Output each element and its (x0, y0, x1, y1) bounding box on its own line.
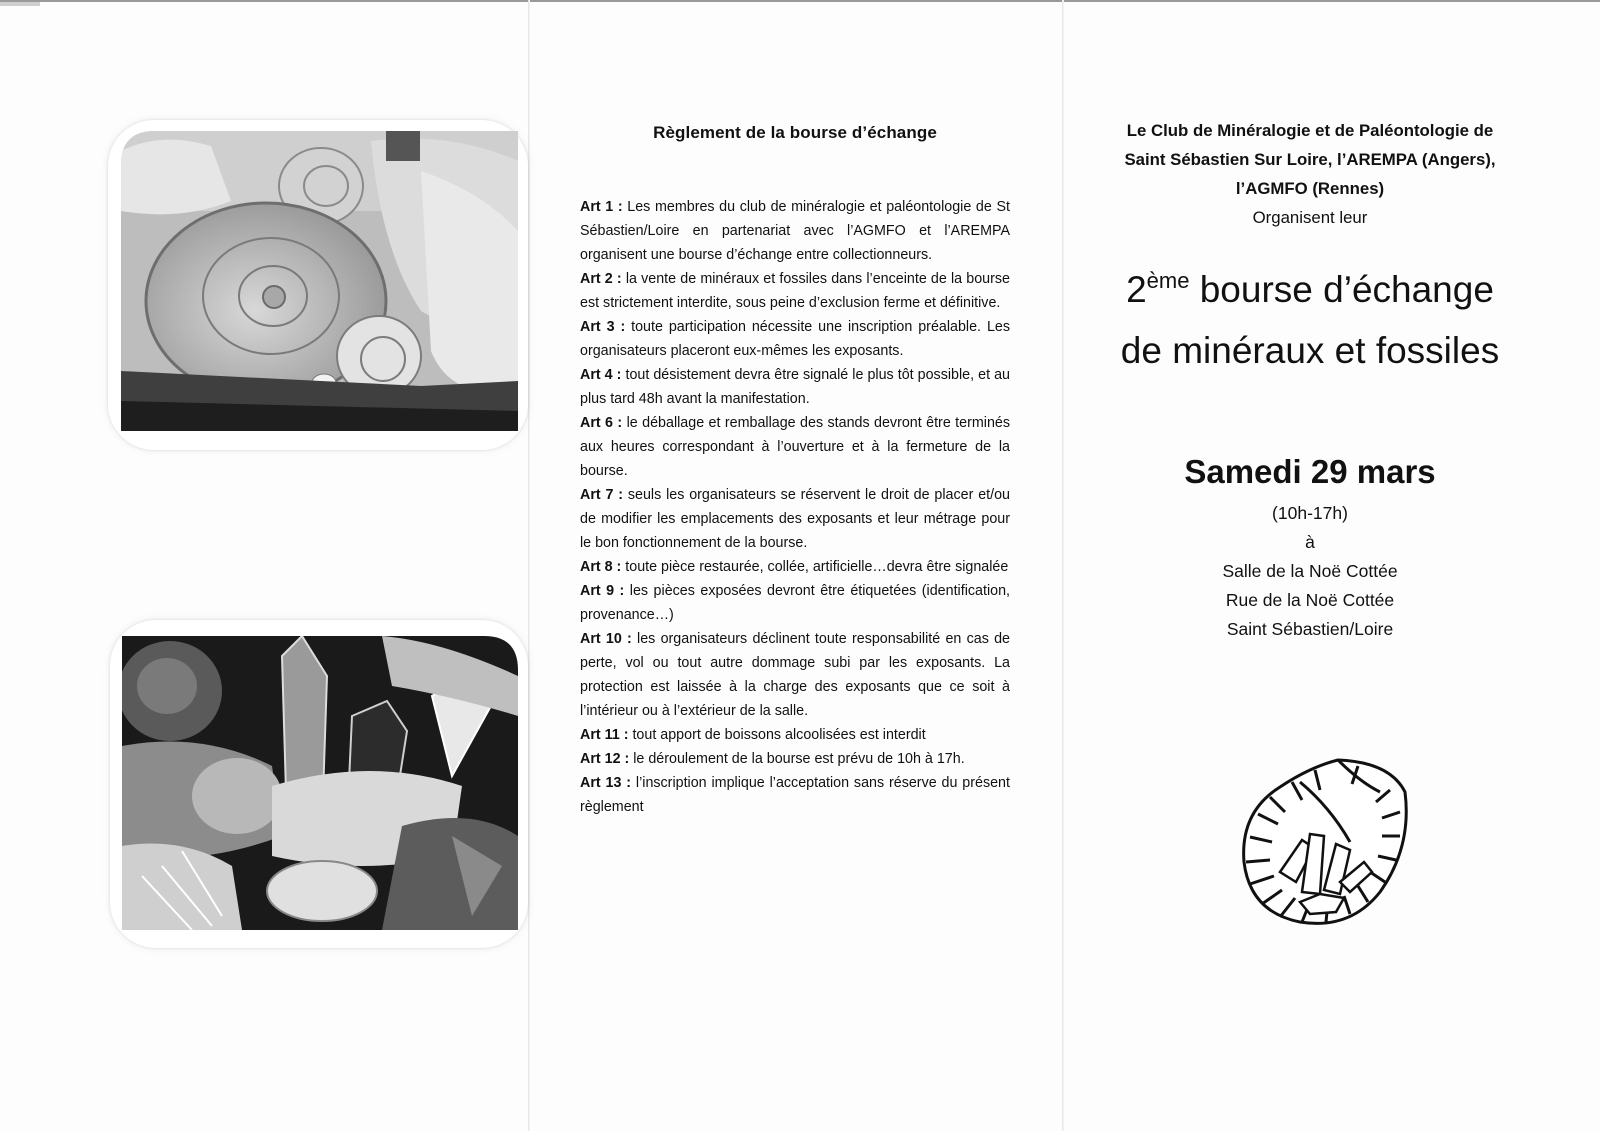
fold-line-right (1062, 0, 1064, 1131)
rules-title: Règlement de la bourse d’échange (653, 123, 937, 142)
article-text: la vente de minéraux et fossiles dans l’enceinte de la bourse est strictement interdite, sous peine d’exclusion ferme et définitive. (580, 271, 1010, 311)
event-hours: (10h-17h) (1272, 503, 1348, 523)
article-label: Art 6 : (580, 415, 623, 431)
article-7 (580, 483, 1010, 555)
article-11 (580, 723, 1010, 747)
article-2 (580, 267, 1010, 315)
article-4 (580, 363, 1010, 411)
ammonite-fossils-photo (108, 120, 528, 450)
article-3 (580, 315, 1010, 363)
scan-edge-mark (0, 2, 40, 6)
article-label: Art 2 : (580, 271, 622, 287)
article-label: Art 11 : (580, 727, 629, 743)
fold-line-left (528, 0, 530, 1131)
article-text: l’inscription implique l’acceptation sans réserve du présent règlement (580, 775, 1010, 815)
article-text: tout apport de boissons alcoolisées est interdit (628, 727, 926, 743)
article-text: Les membres du club de minéralogie et paléontologie de St Sébastien/Loire en partenariat avec l’AGMFO et l’AREMPA organisent une bourse d’échange entre collectionneurs. (580, 199, 1010, 263)
headline-text: bourse d’échange (1189, 269, 1494, 310)
article-text: toute pièce restaurée, collée, artificielle…devra être signalée (621, 559, 1009, 575)
event-venue: Salle de la Noë Cottée (1222, 561, 1398, 581)
article-label: Art 12 : (580, 751, 630, 767)
article-label: Art 8 : (580, 559, 622, 575)
scan-edge (0, 0, 1600, 2)
article-text: seuls les organisateurs se réservent le droit de placer et/ou de modifier les emplacements des exposants et leur métrage pour le bon fonctionnement de la bourse. (580, 487, 1010, 551)
article-label: Art 3 : (580, 319, 626, 335)
headline-line-2: de minéraux et fossiles (1120, 330, 1500, 371)
article-text: les pièces exposées devront être étiquetées (identification, provenance…) (580, 583, 1010, 623)
article-label: Art 13 : (580, 775, 632, 791)
article-text: tout désistement devra être signalé le plus tôt possible, et au plus tard 48h avant la manifestation. (580, 367, 1010, 407)
article-label: Art 4 : (580, 367, 622, 383)
article-text: le déballage et remballage des stands devront être terminés aux heures correspondant à l’ouverture et à la fermeture de la bourse. (580, 415, 1010, 479)
article-label: Art 1 : (580, 199, 623, 215)
article-12 (580, 747, 1010, 771)
article-8 (580, 555, 1010, 579)
article-text: les organisateurs déclinent toute responsabilité en cas de perte, vol ou tout autre dommage subi par les exposants. La protection est laissée à la charge des exposants que ce soit à l’intérieur ou à l’extérieur de la salle. (580, 631, 1010, 719)
organizer-line-2: Saint Sébastien Sur Loire, l’AREMPA (Angers), (1124, 150, 1496, 169)
article-13 (580, 771, 1010, 819)
article-text: le déroulement de la bourse est prévu de 10h à 17h. (629, 751, 965, 767)
article-text: toute participation nécessite une inscription préalable. Les organisateurs placeront eux-mêmes les exposants. (580, 319, 1010, 359)
organizer-line-1: Le Club de Minéralogie et de Paléontologie de (1126, 121, 1494, 140)
article-9 (580, 579, 1010, 627)
quartz-crystals-photo (110, 620, 528, 948)
ammonite-photo-icon (121, 131, 518, 431)
article-label: Art 10 : (580, 631, 632, 647)
headline-number: 2 (1126, 269, 1147, 310)
article-10 (580, 627, 1010, 723)
article-6 (580, 411, 1010, 483)
headline-superscript: ème (1146, 268, 1190, 293)
crystals-photo-icon (122, 636, 518, 930)
event-at: à (1305, 532, 1315, 552)
rules-panel (580, 118, 1010, 819)
ammonite-crystal-logo-icon (1240, 752, 1410, 932)
cover-panel (1090, 116, 1530, 644)
article-label: Art 9 : (580, 583, 625, 599)
event-headline (1090, 262, 1530, 379)
article-1 (580, 195, 1010, 267)
event-city: Saint Sébastien/Loire (1226, 619, 1394, 639)
article-label: Art 7 : (580, 487, 624, 503)
event-date: Samedi 29 mars (1184, 453, 1436, 490)
event-street: Rue de la Noë Cottée (1225, 590, 1395, 610)
organizer-line-3: l’AGMFO (Rennes) (1235, 179, 1385, 198)
organizer-line-4: Organisent leur (1252, 208, 1368, 227)
